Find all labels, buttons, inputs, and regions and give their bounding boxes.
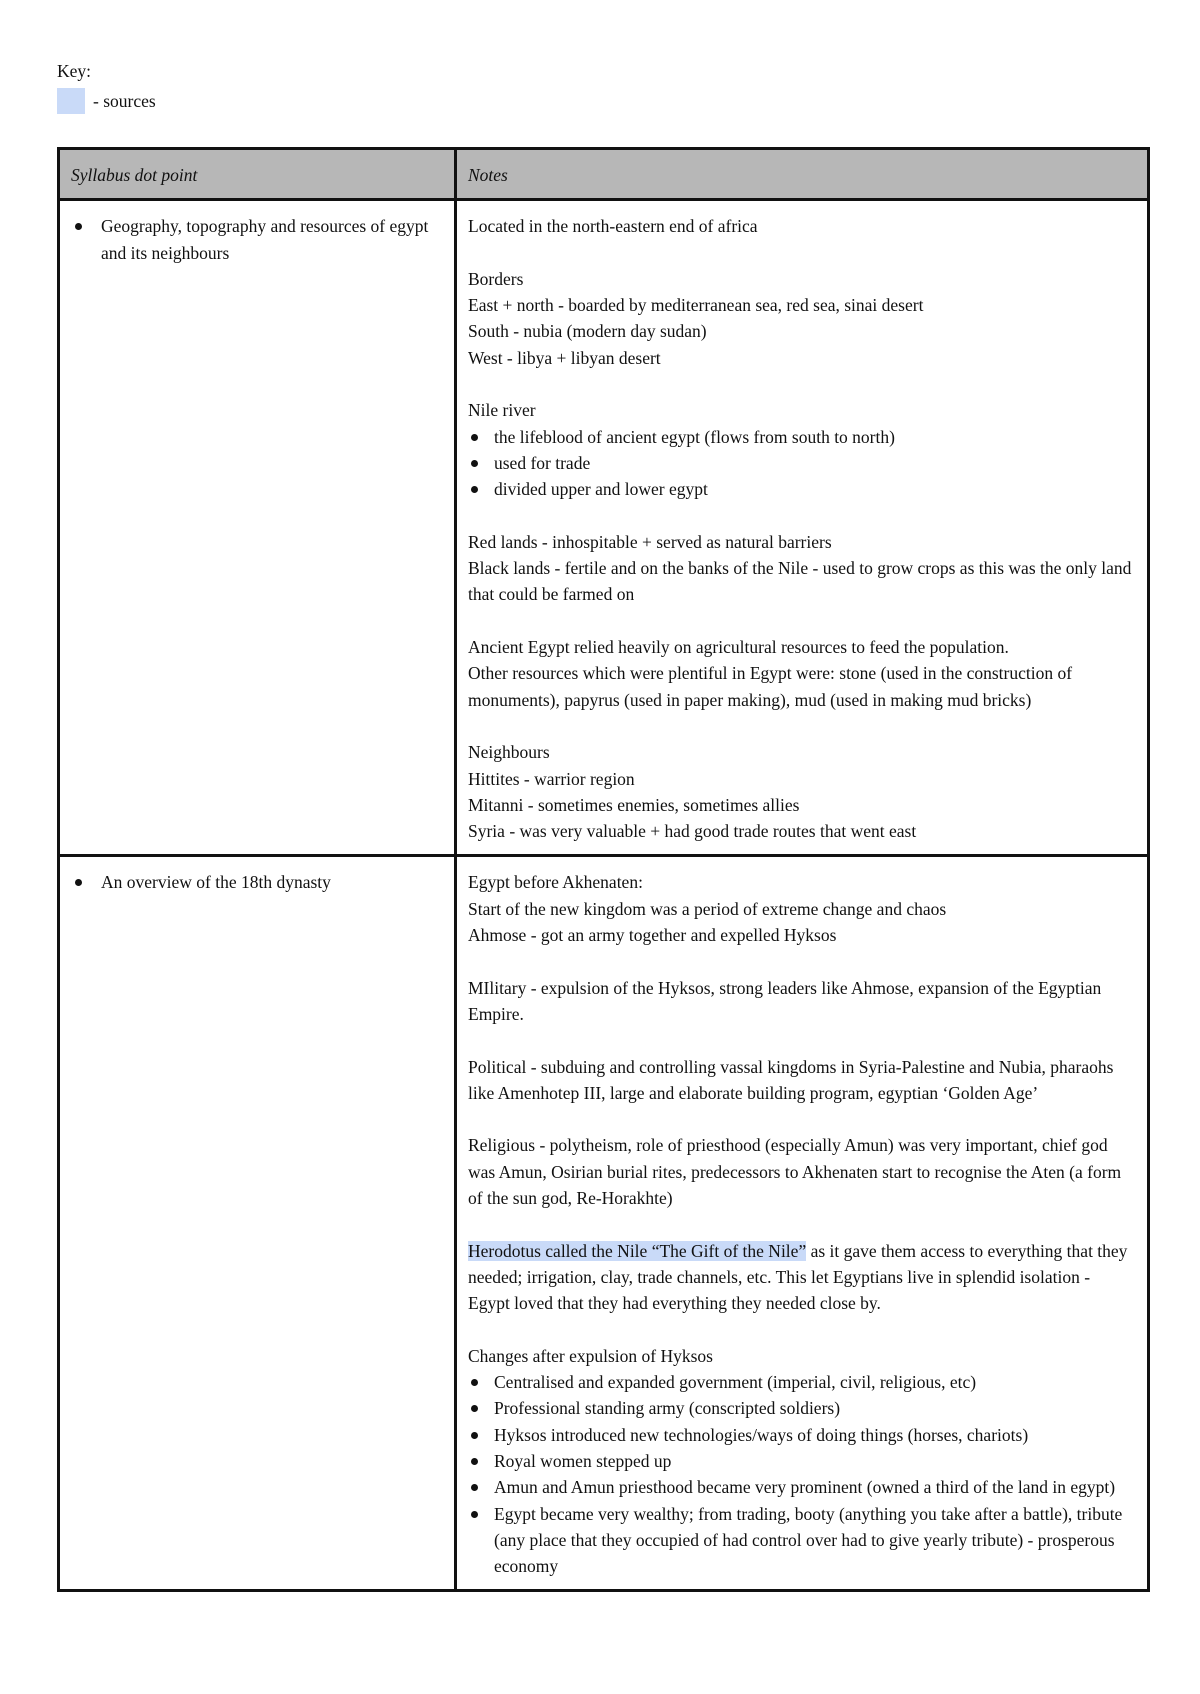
note-neighbour-line: Syria - was very valuable + had good trade routes that went east bbox=[468, 821, 917, 842]
note-borders-heading: Borders bbox=[468, 268, 524, 289]
key-title: Key: bbox=[57, 61, 92, 81]
list-item: Professional standing army (conscripted soldiers) bbox=[494, 1395, 1136, 1421]
table-row bbox=[59, 856, 1149, 1591]
note-neighbours-heading: Neighbours bbox=[468, 742, 550, 763]
notes-cell bbox=[456, 200, 1149, 856]
note-before-line: Start of the new kingdom was a period of extreme change and chaos bbox=[468, 898, 947, 919]
list-item: Amun and Amun priesthood became very prominent (owned a third of the land in egypt) bbox=[494, 1474, 1136, 1500]
note-herodotus bbox=[468, 1238, 1136, 1317]
syllabus-cell bbox=[59, 200, 456, 856]
list-item: the lifeblood of ancient egypt (flows from south to north) bbox=[494, 424, 1136, 450]
note-black-lands: Black lands - fertile and on the banks of the Nile - used to grow crops as this was the only land that could be farmed on bbox=[468, 558, 1132, 605]
note-location: Located in the north-eastern end of africa bbox=[468, 216, 758, 237]
note-political: Political - subduing and controlling vassal kingdoms in Syria-Palestine and Nubia, pharaohs like Amenhotep III, large and elaborate building program, egyptian ‘Golden Age’ bbox=[468, 1056, 1114, 1103]
table-header-row bbox=[59, 149, 1149, 200]
sources-color-swatch bbox=[57, 88, 85, 114]
list-item: used for trade bbox=[494, 450, 1136, 476]
table-row bbox=[59, 200, 1149, 856]
note-red-lands: Red lands - inhospitable + served as natural barriers bbox=[468, 531, 832, 552]
list-item: Egypt became very wealthy; from trading, booty (anything you take after a battle), tribute (any place that they occupied of had control over had to give yearly tribute) - prosperous economy bbox=[494, 1501, 1136, 1580]
note-neighbour-line: Hittites - warrior region bbox=[468, 768, 635, 789]
note-neighbour-line: Mitanni - sometimes enemies, sometimes allies bbox=[468, 794, 800, 815]
header-syllabus-dot-point: Syllabus dot point bbox=[59, 149, 456, 200]
note-military: MIlitary - expulsion of the Hyksos, strong leaders like Ahmose, expansion of the Egyptian Empire. bbox=[468, 977, 1102, 1024]
source-highlight: Herodotus called the Nile “The Gift of the Nile” bbox=[468, 1240, 807, 1261]
syllabus-cell bbox=[59, 856, 456, 1591]
notes-table bbox=[57, 147, 1150, 1592]
note-religious: Religious - polytheism, role of priesthood (especially Amun) was very important, chief god was Amun, Osirian burial rites, predecessors to Akhenaten start to recognise the Aten (a form of the sun god, Re-Horakhte) bbox=[468, 1135, 1122, 1208]
key-legend bbox=[57, 56, 156, 116]
note-border-line: East + north - boarded by mediterranean sea, red sea, sinai desert bbox=[468, 295, 924, 316]
changes-list bbox=[468, 1369, 1136, 1579]
nile-points-list bbox=[468, 424, 1136, 503]
key-sources-row bbox=[57, 86, 156, 116]
syllabus-dot-point: Geography, topography and resources of egypt and its neighbours bbox=[101, 213, 443, 266]
note-border-line: West - libya + libyan desert bbox=[468, 347, 661, 368]
syllabus-dot-point: An overview of the 18th dynasty bbox=[101, 869, 443, 895]
header-notes: Notes bbox=[456, 149, 1149, 200]
list-item: divided upper and lower egypt bbox=[494, 476, 1136, 502]
note-before-line: Ahmose - got an army together and expelled Hyksos bbox=[468, 925, 837, 946]
note-changes-heading: Changes after expulsion of Hyksos bbox=[468, 1345, 713, 1366]
note-nile-heading: Nile river bbox=[468, 400, 536, 421]
note-before-heading: Egypt before Akhenaten: bbox=[468, 872, 643, 893]
key-sources-label: - sources bbox=[93, 91, 156, 111]
note-border-line: South - nubia (modern day sudan) bbox=[468, 321, 707, 342]
list-item: Hyksos introduced new technologies/ways of doing things (horses, chariots) bbox=[494, 1422, 1136, 1448]
note-agriculture: Ancient Egypt relied heavily on agricultural resources to feed the population. bbox=[468, 637, 1009, 658]
note-other-resources: Other resources which were plentiful in Egypt were: stone (used in the construction of monuments), papyrus (used in paper making), mud (used in making mud bricks) bbox=[468, 663, 1073, 710]
list-item: Royal women stepped up bbox=[494, 1448, 1136, 1474]
list-item: Centralised and expanded government (imperial, civil, religious, etc) bbox=[494, 1369, 1136, 1395]
notes-cell bbox=[456, 856, 1149, 1591]
note-herodotus-rest: as it gave them access to everything that they needed; irrigation, clay, trade channels, etc. This let Egyptians live in splendid isolation - Egypt loved that they had everything they needed close by. bbox=[468, 1240, 1128, 1314]
